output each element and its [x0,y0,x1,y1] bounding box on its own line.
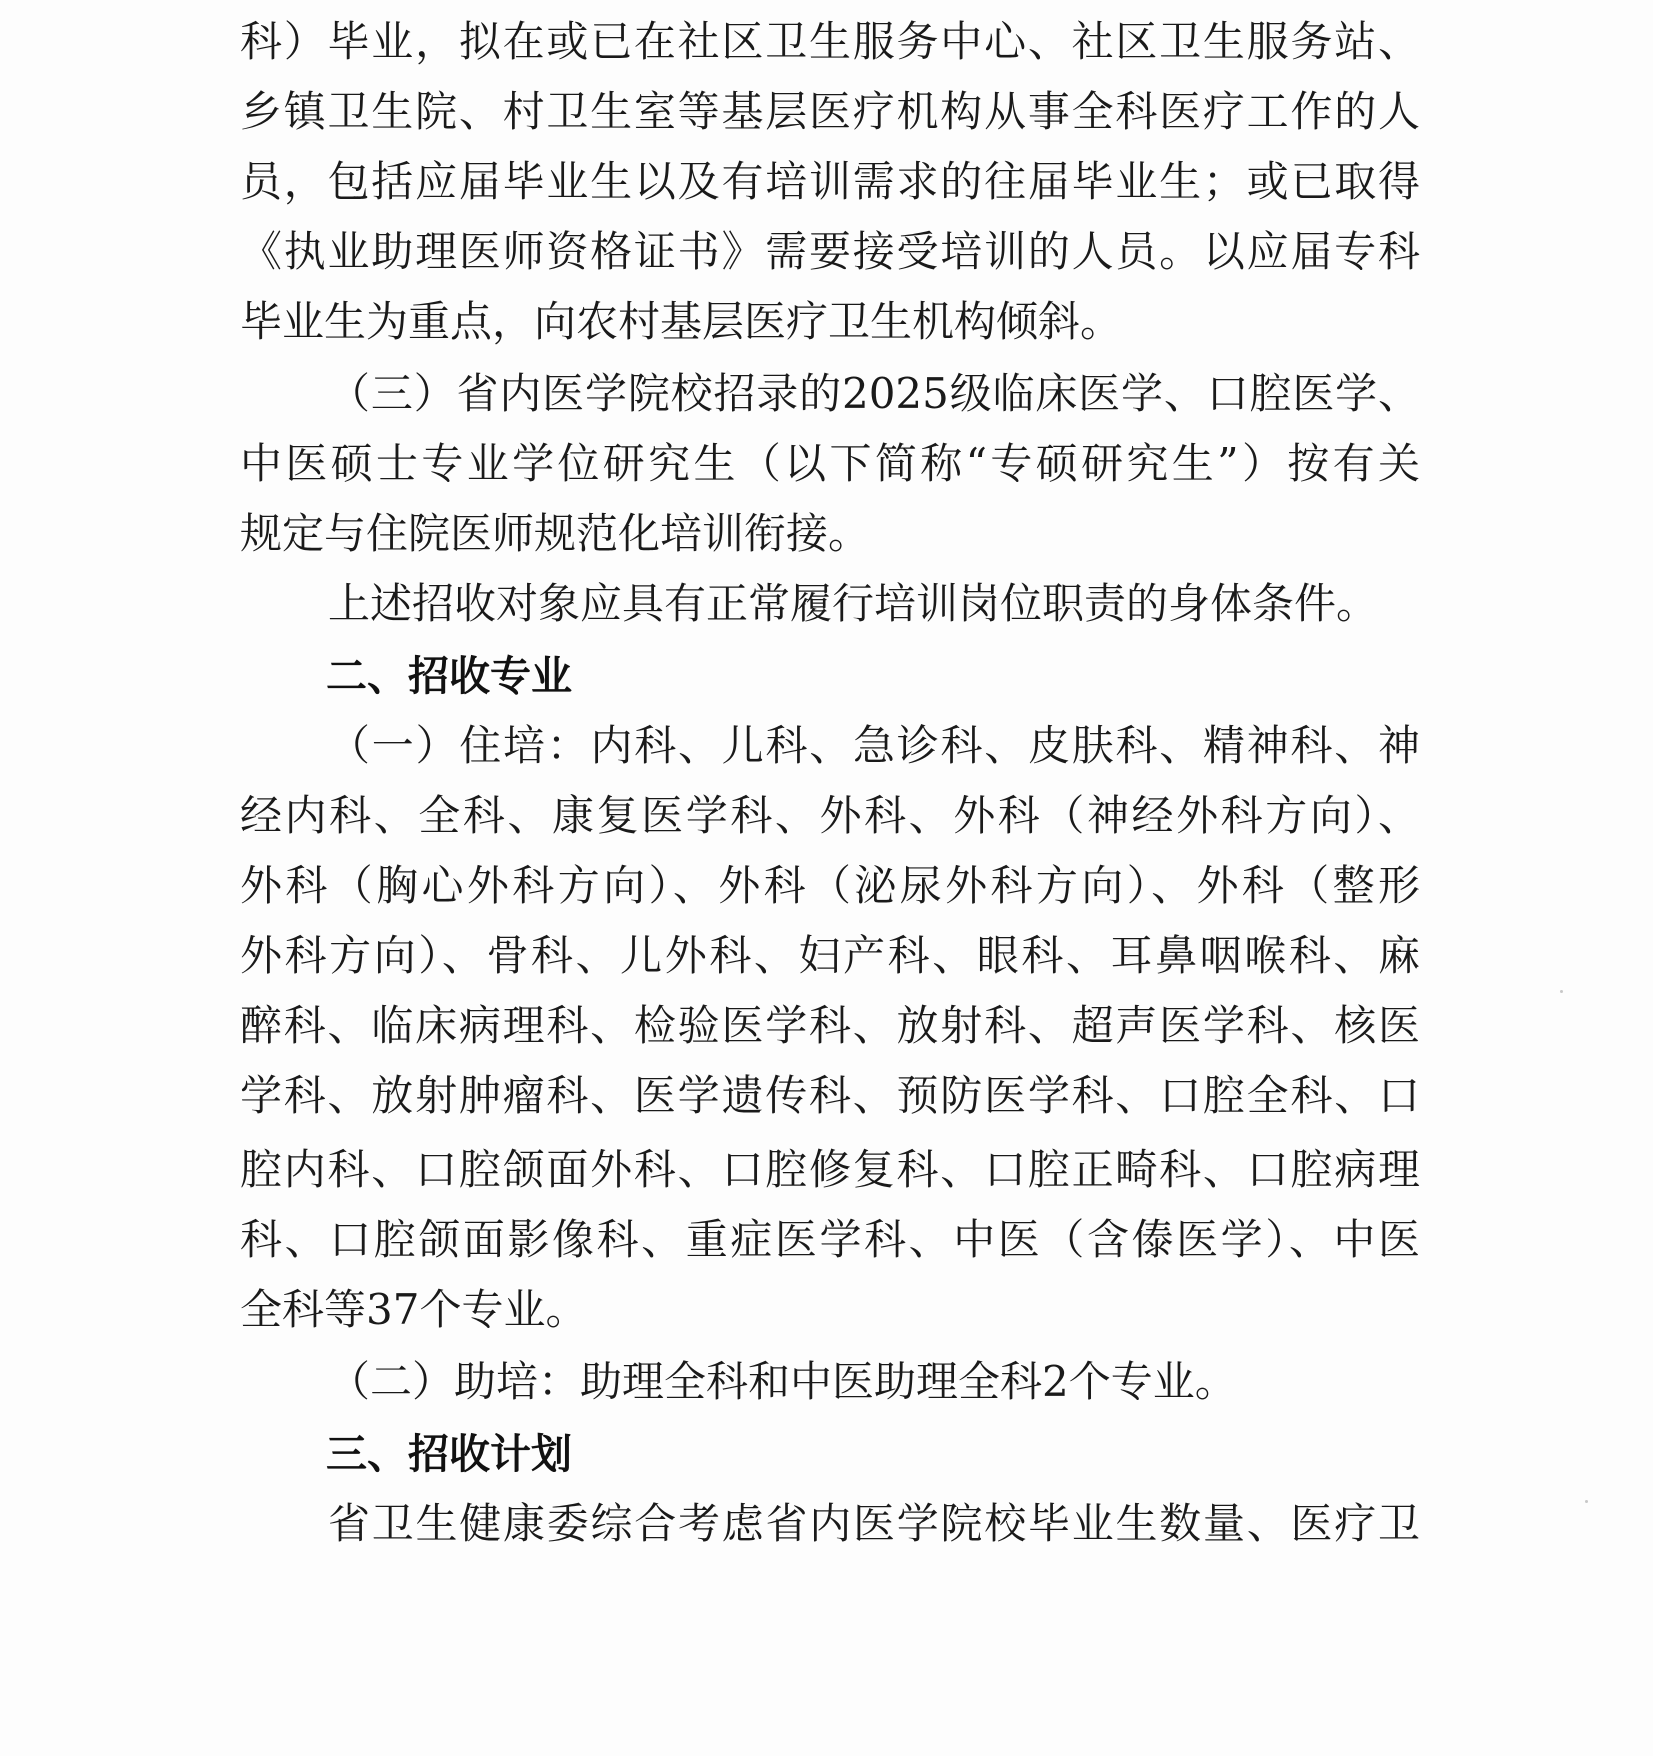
text-line: 全科等37个专业。 [240,1285,588,1334]
text-line: 外科方向）、骨科、儿外科、妇产科、眼科、耳鼻咽喉科、麻 [240,931,1420,980]
text-line: 中医硕士专业学位研究生（以下简称“专硕研究生”）按有关 [240,439,1420,488]
section-heading: 二、招收专业 [326,652,572,700]
text-line: 毕业生为重点，向农村基层医疗卫生机构倾斜。 [240,297,1123,346]
text-line: 上述招收对象应具有正常履行培训岗位职责的身体条件。 [328,579,1379,628]
scan-speck [1585,1500,1588,1503]
text-line: 醉科、临床病理科、检验医学科、放射科、超声医学科、核医 [240,1001,1420,1050]
text-line: 学科、放射肿瘤科、医学遗传科、预防医学科、口腔全科、口 [240,1071,1420,1120]
text-line: 规定与住院医师规范化培训衔接。 [240,509,871,558]
text-line: 乡镇卫生院、村卫生室等基层医疗机构从事全科医疗工作的人 [240,87,1420,136]
text-line: 科）毕业，拟在或已在社区卫生服务中心、社区卫生服务站、 [240,17,1420,66]
scan-speck [1560,990,1563,993]
text-line: 《执业助理医师资格证书》需要接受培训的人员。以应届专科 [240,227,1420,276]
text-line: 外科（胸心外科方向）、外科（泌尿外科方向）、外科（整形 [240,861,1420,910]
section-heading: 三、招收计划 [326,1430,572,1478]
text-line: 科、口腔颌面影像科、重症医学科、中医（含傣医学）、中医 [240,1215,1420,1264]
text-line: 员，包括应届毕业生以及有培训需求的往届毕业生；或已取得 [240,157,1420,206]
text-line: 经内科、全科、康复医学科、外科、外科（神经外科方向）、 [240,791,1420,840]
text-line: （二）助培：助理全科和中医助理全科2个专业。 [328,1357,1237,1406]
text-line: （一）住培：内科、儿科、急诊科、皮肤科、精神科、神 [328,721,1420,770]
text-line: 省卫生健康委综合考虑省内医学院校毕业生数量、医疗卫 [328,1499,1420,1548]
text-line: （三）省内医学院校招录的2025级临床医学、口腔医学、 [328,369,1420,418]
text-line: 腔内科、口腔颌面外科、口腔修复科、口腔正畸科、口腔病理 [240,1145,1420,1194]
